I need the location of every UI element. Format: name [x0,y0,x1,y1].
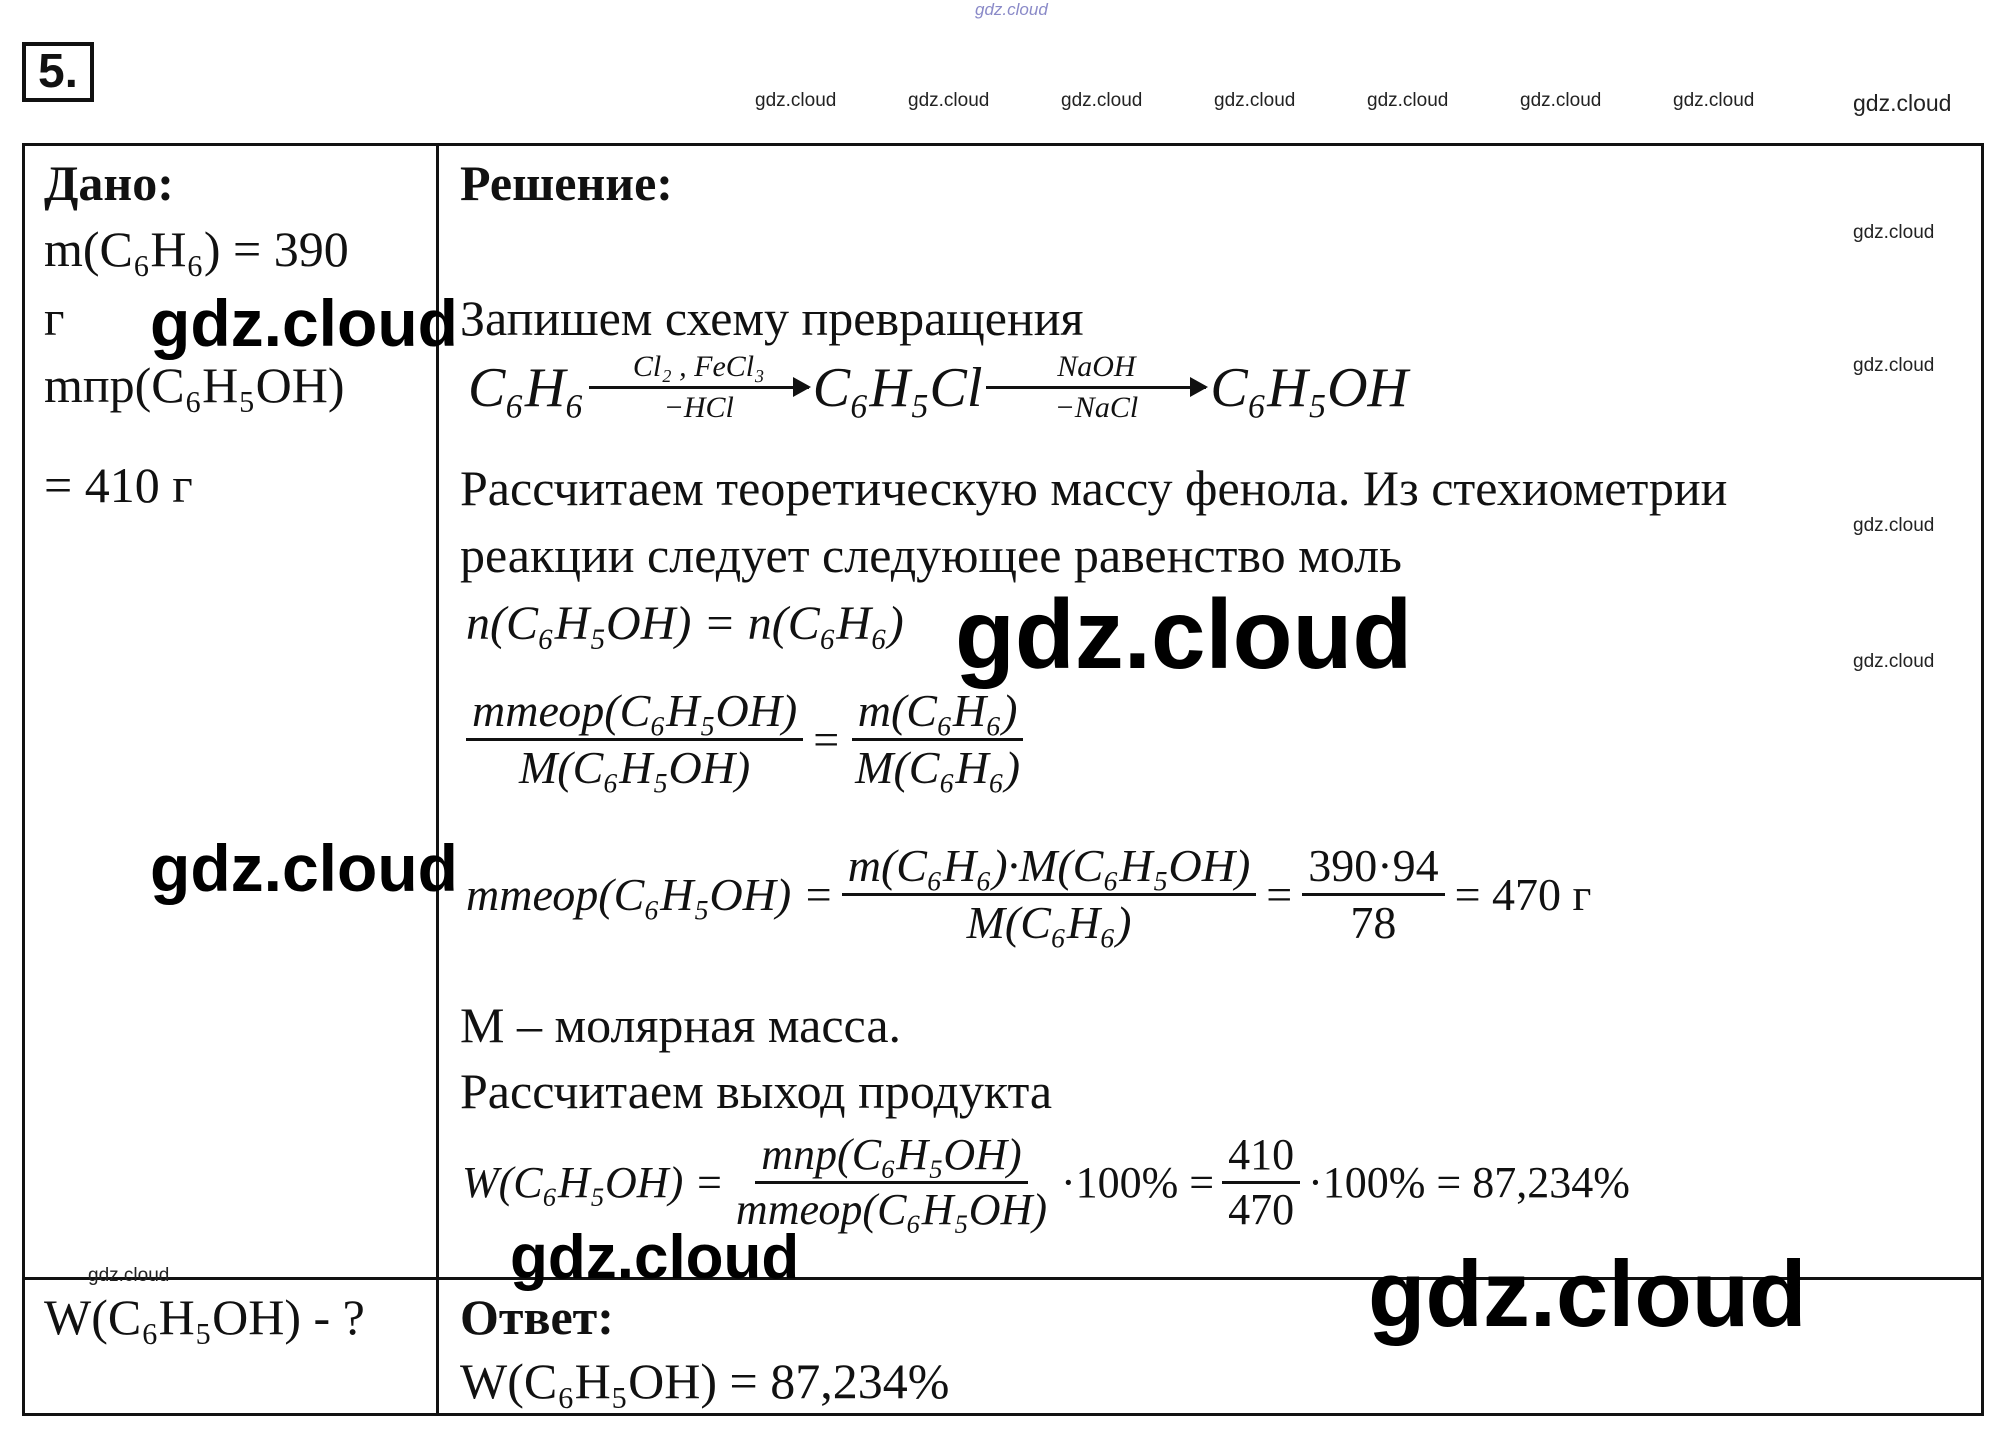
watermark: gdz.cloud [1853,222,1935,243]
solution-heading: Решение: [460,155,673,211]
reaction-arrow-2 [986,352,1206,423]
reaction-arrow-1 [589,352,809,423]
task-number: 5. [22,42,94,102]
arrow2-reagent: NaOH [1057,350,1136,383]
watermark-large: gdz.cloud [510,1223,800,1292]
ratio-right-bottom: M(C₆H₆) [855,742,1021,793]
yield-mid: ·100% = [1061,1157,1215,1207]
watermark: gdz.cloud [1673,90,1755,111]
given-heading: Дано: [44,155,174,211]
arrow1-byproduct: −HCl [663,391,734,424]
watermark-large: gdz.cloud [1368,1241,1807,1346]
yield-intro: Рассчитаем выход продукта [460,1063,1053,1119]
yield-frac-top: mпр(C₆H₅OH) [755,1133,1027,1184]
watermark: gdz.cloud [1853,90,1952,116]
theor-mass-num-top: 390·94 [1302,843,1444,896]
yield-num-top: 410 [1222,1133,1300,1184]
equation-theoretical-mass: mтеор(C₆H₅OH) = $\frac{\text{m(C₆H₆)·M(C₆H₅OH)}}{\text{M(C₆H₆)}}$ = $\frac{390\cdot 94}{78}$ = 470 г [466,840,1592,948]
theor-mass-fraction [842,840,1257,948]
theor-mass-num-bottom: 78 [1350,897,1397,948]
yield-lhs: W(C₆H₅OH) = [462,1157,724,1207]
theor-mass-frac-bottom: M(C₆H₆) [966,897,1132,948]
yield-frac-bottom: mтеор(C₆H₅OH) [735,1185,1047,1234]
benzene-formula: C₆H₆ [468,356,585,419]
theor-mass-numeric [1302,840,1444,948]
equation-yield [462,1130,1630,1234]
calc-intro-line1: Рассчитаем теоретическую массу фенола. Из стехиометрии [460,460,1728,516]
scheme-intro: Запишем схему превращения [460,290,1084,346]
arrow1-reagents: Cl₂ , FeCl₃ [632,350,765,383]
watermark: gdz.cloud [1061,90,1143,111]
ratio-left [466,685,803,793]
watermark: gdz.cloud [1214,90,1296,111]
theor-mass-lhs: mтеор(C₆H₅OH) = [466,868,834,920]
answer-value: W(C₆H₅OH) = 87,234% [460,1353,950,1409]
given-unit: г [44,290,65,346]
watermark: gdz.cloud [755,90,837,111]
watermark-top: gdz.cloud [975,0,1048,19]
chlorobenzene-formula: C₆H₅Cl [812,356,983,419]
ratio-right [849,685,1026,793]
reaction-scheme [468,352,1408,423]
answer-heading: Ответ: [460,1289,614,1345]
arrow2-byproduct: −NaCl [1054,391,1139,424]
ratio-left-bottom: M(C₆H₅OH) [518,742,751,793]
watermark: gdz.cloud [908,90,990,111]
calc-intro-line2: реакции следует следующее равенство моль [460,527,1402,583]
watermark: gdz.cloud [1853,355,1935,376]
yield-result: ·100% = 87,234% [1308,1157,1630,1207]
watermark-large: gdz.cloud [150,831,458,905]
phenol-formula: C₆H₅OH [1210,356,1408,419]
given-phenol-mass-label: mпр(C₆H₅OH) [44,357,345,413]
given-benzene-mass: m(C₆H₆) = 390 [44,221,349,277]
theor-mass-result: = 470 г [1454,868,1592,920]
yield-num-bottom: 470 [1228,1185,1295,1234]
watermark: gdz.cloud [1520,90,1602,111]
find-quantity: W(C₆H₅OH) - ? [44,1289,365,1345]
watermark: gdz.cloud [1853,651,1935,672]
ratio-left-top: mтеор(C₆H₅OH) [466,688,803,741]
yield-numeric [1222,1130,1300,1234]
given-phenol-mass-value: = 410 г [44,457,193,513]
equation-moles: n(C₆H₅OH) = n(C₆H₆) [466,597,904,650]
molar-mass-note: M – молярная масса. [460,997,902,1053]
watermark-large: gdz.cloud [150,286,458,360]
watermark: gdz.cloud [1367,90,1449,111]
equation-ratio: $\frac{\text{mтеор(C₆H₅OH)}}{\text{M(C₆H₅OH)}}$ = $\frac{\text{m(C₆H₆)}}{\text{M(C₆H₆)}}$ [466,688,1026,791]
ratio-right-top: m(C₆H₆) [852,688,1024,741]
watermark-large: gdz.cloud [955,579,1413,689]
watermark: gdz.cloud [1853,515,1935,536]
yield-fraction [730,1130,1053,1234]
watermark: gdz.cloud [88,1265,170,1286]
theor-mass-frac-top: m(C₆H₆)·M(C₆H₅OH) [842,843,1257,896]
